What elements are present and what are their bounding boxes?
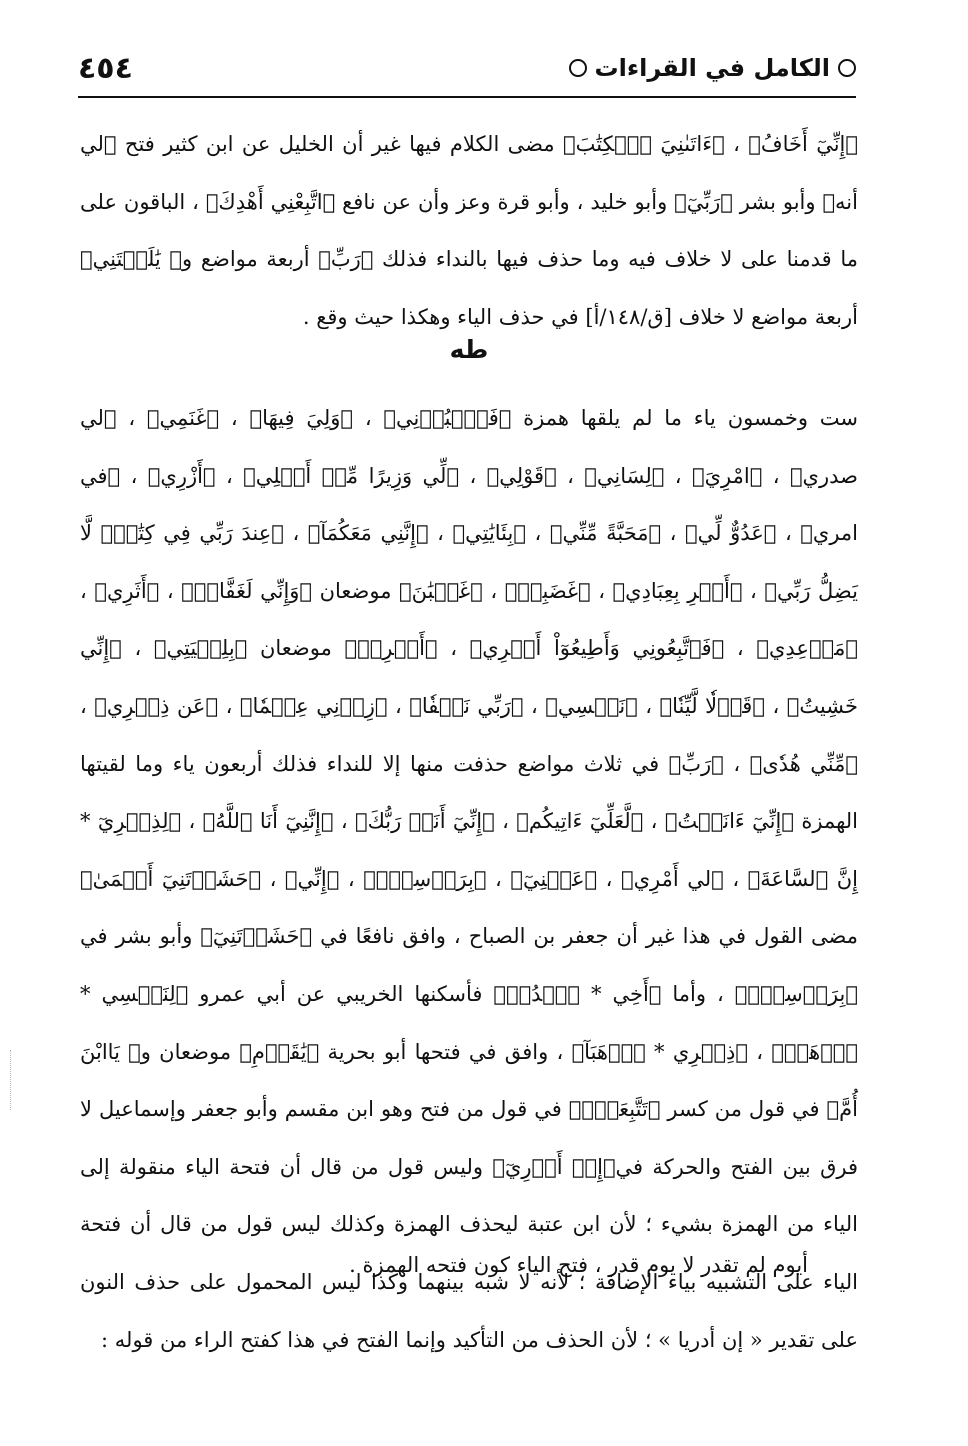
paragraph-1-text: ﴿إِنِّيٓ أَخَافُ﴾ ، ﴿ءَاتَىٰنِيَ ٱلۡكِتَٰبَ﴾ مضى الكلام فيها غير أن الخليل عن ابن كثير فتح ﴿لي أنه﴾ وأبو بشر ﴿رَبِّيٓ﴾ وأبو خليد ، وأبو قرة وعز وأن عن نافع ﴿اتَّبِعْنِي أَهْدِكَ﴾ ، الباقون على ما قدمنا على لا خلاف فيه وما حذف فيها بالنداء فذلك ﴿رَبِّ﴾ أربعة مواضع و﴿ يَٰلَيۡتَنِي﴾ أربعة مواضع لا خلاف [ق/١٤٨/أ] في حذف الياء وهكذا حيث وقع . — [80, 132, 858, 329]
running-title — [569, 54, 856, 82]
section-title: طه — [449, 335, 489, 364]
verse-line: أيوم لم تقدر لا يوم قدر ، فتح الياء كون فتحه الهمزة . — [349, 1253, 808, 1277]
page-header — [78, 40, 856, 98]
paragraph-1 — [80, 116, 858, 346]
running-title-text: الكامل في القراءات — [594, 54, 830, 82]
scan-margin-mark — [10, 1050, 13, 1110]
circle-ornament-icon — [569, 59, 587, 77]
circle-ornament-icon — [838, 59, 856, 77]
verse-quotation — [80, 1240, 858, 1290]
paragraph-2 — [80, 390, 858, 1369]
page-number: ٤٥٤ — [78, 50, 133, 86]
paragraph-2-text: ست وخمسون ياء ما لم يلقها همزة ﴿فَٱعۡبُدۡنِي﴾ ، ﴿وَلِيَ فِيهَا﴾ ، ﴿غَنَمِي﴾ ، ﴿لي صدري﴾ ، ﴿امْرِيَ﴾ ، ﴿لِسَانِي﴾ ، ﴿قَوْلِي﴾ ، ﴿لِّي وَزِيرًا مِّنۡ أَهۡلِي﴾ ، ﴿أَزْرِي﴾ ، ﴿في امري﴾ ، ﴿عَدُوٌّ لِّي﴾ ، ﴿مَحَبَّةً مِّنِّي﴾ ، ﴿بِئَايَٰتِي﴾ ، ﴿إِنَّنِي مَعَكُمَآ﴾ ، ﴿عِندَ رَبِّي فِي كِتَٰبٖۖ لَّا يَضِلُّ رَبِّي﴾ ، ﴿أَسۡرِ بِعِبَادِي﴾ ، ﴿غَضَبِيۖ﴾ ، ﴿غَضۡبَٰنَ﴾ موضعان ﴿وَإِنِّي لَغَفَّارٞ﴾ ، ﴿أَثَرِي﴾ ، ﴿مَوۡعِدِي﴾ ، ﴿فَٱتَّبِعُونِي وَأَطِيعُوٓاْ أَمۡرِي﴾ ، ﴿أَمۡرِيۚ﴾ موضعان ﴿بِلِحۡيَتِي﴾ ، ﴿إِنِّي خَشِيتُ﴾ ، ﴿قَوۡلٗا لَّيِّنٗا﴾ ، ﴿نَفۡسِي﴾ ، ﴿رَبِّي نَسۡفٗا﴾ ، ﴿زِدۡنِي عِلۡمٗا﴾ ، ﴿عَن ذِكۡرِي﴾ ، ﴿مِّنِّي هُدٗى﴾ ، ﴿رَبِّ﴾ في ثلاث مواضع حذفت منها إلا للنداء فذلك أربعون ياء وما لقيتها الهمزة ﴿إِنِّيٓ ءَانَسۡتُ﴾ ، ﴿لَّعَلِّيٓ ءَاتِيكُم﴾ ، ﴿إِنِّيٓ أَنَا۠ رَبُّكَ﴾ ، ﴿إِنَّنِيٓ أَنَا ٱللَّهُ﴾ ، ﴿لِذِكۡرِيٓ * إِنَّ ٱلسَّاعَةَ﴾ ، ﴿لي أَمْرِي﴾ ، ﴿عَيۡنِيٓ﴾ ، ﴿بِرَأۡسِيٓۖ﴾ ، ﴿إِنِّي﴾ ، ﴿حَشَرۡتَنِيٓ أَعۡمَىٰ﴾ مضى القول في هذا غير أن جعفر بن الصباح ، وافق نافعًا في ﴿حَشَرۡتَنِيٓ﴾ وأبو بشر في ﴿بِرَأۡسِيٓۖ﴾ ، وأما ﴿أَخِي * ٱشۡدُدۡ﴾ فأسكنها الخريبي عن أبي عمرو ﴿لِنَفۡسِي * ٱذۡهَبۡ﴾ ، ﴿ذِكۡرِي * ٱذۡهَبَآ﴾ ، وافق في فتحها أبو بحرية ﴿يَٰقَوۡمِ﴾ موضعان و﴿ يَاابْنَ أُمَّ﴾ في قول من كسر ﴿تَتَّبِعَنِۖ﴾ في قول من فتح وهو ابن مقسم وأبو جعفر وإسماعيل لا فرق بين الفتح والحركة في﴿إِنۡ أَدۡرِيٓ﴾ وليس قول من قال أن فتحة الياء منقولة إلى الياء من الهمزة بشيء ؛ لأن ابن عتبة ليحذف الهمزة وكذلك ليس قول من قال أن فتحة الياء على التشبيه بياء الإضافة ؛ لأنه لا شبه بينهما وكذا ليس المحمول على حذف النون على تقدير « إن أدريا » ؛ لأن الحذف من التأكيد وإنما الفتح في هذا كفتح الراء من قوله : — [80, 406, 858, 1352]
